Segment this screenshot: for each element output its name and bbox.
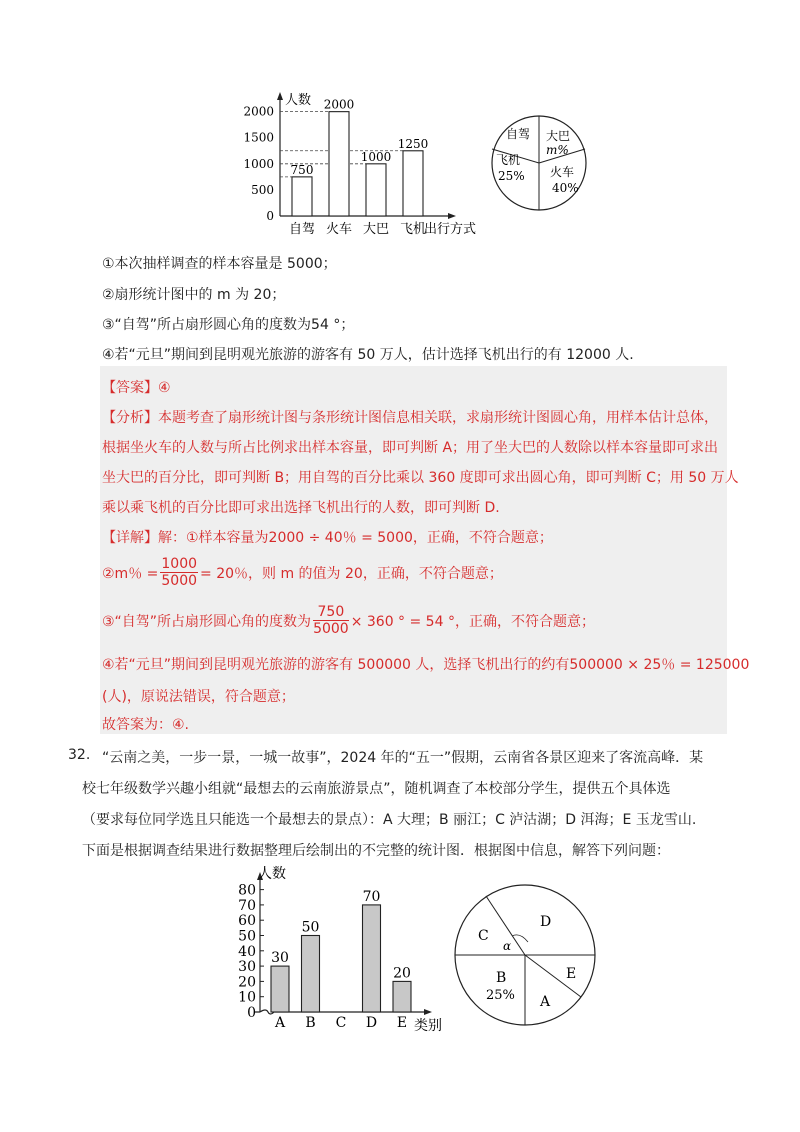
- y-tick-label: 0: [266, 209, 274, 223]
- chart2-pie: [452, 882, 598, 1028]
- analysis-line-4: 乘以乘飞机的百分比即可求出选择飞机出行的人数，即可判断 D.: [102, 500, 500, 516]
- detail-4a: ④若“元旦”期间到昆明观光旅游的游客有 500000 人，选择飞机出行的约有500000 × 25％ = 125000: [102, 657, 750, 673]
- fraction-numerator: 750: [313, 604, 349, 621]
- question-line-3: （要求每位同学选且只能选一个最想去的景点）：A 大理；B 丽江；C 泸沽湖；D 洱海；E 玉龙雪山.: [82, 812, 697, 828]
- bar: [393, 981, 411, 1012]
- x-tick-label: B: [305, 1015, 316, 1031]
- x-tick-label: 飞机: [399, 222, 427, 237]
- pie-label-huoche-pct: 40%: [552, 181, 579, 195]
- y-tick-label: 30: [238, 959, 256, 976]
- statement-4: ④若“元旦”期间到昆明观光旅游的游客有 50 万人，估计选择飞机出行的有 12000 人.: [102, 347, 634, 363]
- bar-value-label: 50: [301, 919, 320, 936]
- x-axis-arrow: [448, 213, 456, 219]
- analysis-line-1: 【分析】本题考查了扇形统计图与条形统计图信息相关联，求扇形统计图圆心角，用样本估计总体，: [102, 410, 718, 426]
- answer-line: 【答案】④: [102, 380, 171, 396]
- chart2-ylabel: 人数: [258, 866, 286, 882]
- detail-2-fraction: [160, 556, 198, 589]
- detail-3-fraction: [313, 604, 349, 637]
- y-tick-label: 10: [238, 989, 256, 1006]
- detail-3-post: × 360 ° = 54 °，正确，不符合题意；: [350, 613, 595, 630]
- statement-2: ②扇形统计图中的 m 为 20；: [102, 287, 286, 303]
- question-line-2: 校七年级数学兴趣小组就“最想去的云南旅游景点”，随机调查了本校部分学生，提供五个具体选: [82, 781, 671, 797]
- x-tick-label: D: [365, 1015, 378, 1031]
- chart1-ylabel: 人数: [285, 93, 312, 108]
- x-tick-label: 火车: [325, 222, 353, 237]
- bar-value-label: 30: [271, 950, 289, 967]
- pie-label-e: E: [566, 966, 577, 982]
- fraction-denominator: 5000: [313, 621, 349, 637]
- pie-label-a: A: [540, 994, 551, 1010]
- x-axis-arrow: [424, 1009, 432, 1015]
- chart1-xlabel: 出行方式: [424, 222, 477, 237]
- chart2-bar: [228, 864, 458, 1032]
- detail-2-pre: ②m％ =: [102, 565, 159, 582]
- y-tick-label: 1500: [243, 130, 274, 145]
- bar: [403, 151, 423, 216]
- detail-2: [102, 556, 503, 589]
- pie-label-zijia: 自驾: [506, 127, 531, 141]
- chart2-xlabel: 类别: [414, 1018, 442, 1032]
- y-tick-label: 70: [238, 897, 256, 914]
- y-tick-label: 500: [251, 182, 274, 197]
- statement-3: ③“自驾”所占扇形圆心角的度数为54 °；: [102, 317, 355, 333]
- x-tick-label: 自驾: [288, 222, 316, 237]
- y-tick-label: 20: [238, 974, 256, 991]
- analysis-line-2: 根据坐火车的人数与所占比例求出样本容量，即可判断 A；用了坐大巴的人数除以样本容量即可求出: [102, 440, 719, 456]
- y-tick-label: 0: [247, 1005, 256, 1021]
- y-tick-label: 2000: [243, 104, 274, 119]
- chart1-pie: [484, 112, 596, 216]
- bar-value-label: 750: [290, 162, 314, 177]
- y-axis-arrow: [277, 92, 283, 100]
- y-tick-label: 50: [238, 928, 256, 945]
- detail-1: 【详解】解：①样本容量为2000 ÷ 40％ = 5000，正确，不符合题意；: [102, 530, 553, 546]
- fraction-numerator: 1000: [161, 556, 198, 572]
- pie-label-feiji-pct: 25%: [498, 169, 525, 183]
- bar: [329, 112, 349, 216]
- question-number: 32.: [68, 747, 91, 763]
- pie-label-b: B: [496, 970, 507, 986]
- pie-label-feiji: 飞机: [496, 153, 521, 167]
- detail-3: [102, 604, 595, 637]
- bar: [292, 177, 312, 216]
- bar-value-label: 70: [362, 888, 381, 905]
- detail-2-post: = 20％，则 m 的值为 20，正确，不符合题意；: [200, 565, 503, 582]
- question-line-1: “云南之美，一步一景，一城一故事”，2024 年的“五一”假期，云南省各景区迎来了客流高峰．某: [102, 750, 704, 766]
- final-answer: 故答案为：④.: [102, 717, 190, 733]
- y-tick-label: 40: [238, 943, 256, 960]
- bar-value-label: 20: [393, 965, 411, 982]
- bar: [363, 905, 381, 1012]
- bar-value-label: 2000: [323, 97, 355, 112]
- pie-label-m: m%: [546, 143, 569, 157]
- y-tick-label: 1000: [243, 156, 274, 171]
- bar-value-label: 1250: [397, 136, 429, 151]
- detail-4b: (人)，原说法错误，符合题意；: [102, 689, 295, 705]
- x-tick-label: A: [274, 1015, 286, 1031]
- fraction-denominator: 5000: [161, 573, 198, 589]
- x-tick-label: E: [396, 1015, 408, 1031]
- y-tick-label: 60: [238, 913, 256, 930]
- analysis-line-3: 坐大巴的百分比，即可判断 B；用自驾的百分比乘以 360 度即可求出圆心角，即可判断 C；用 50 万人: [102, 470, 739, 486]
- pie-label-huoche: 火车: [550, 165, 575, 179]
- x-tick-label: C: [335, 1015, 347, 1031]
- question-line-4: 下面是根据调查结果进行数据整理后绘制出的不完整的统计图．根据图中信息，解答下列问题：: [82, 843, 670, 859]
- pie-label-d: D: [540, 914, 552, 930]
- pie-label-alpha: α: [503, 939, 512, 953]
- chart1-bar: [240, 88, 490, 240]
- y-tick-label: 80: [238, 882, 256, 899]
- pie-label-daba: 大巴: [546, 129, 571, 143]
- bar: [271, 966, 289, 1012]
- x-tick-label: 大巴: [362, 222, 390, 237]
- bar: [366, 164, 386, 216]
- bar-value-label: 1000: [360, 149, 392, 164]
- pie-label-c: C: [478, 928, 489, 944]
- bar: [302, 936, 320, 1013]
- statement-1: ①本次抽样调查的样本容量是 5000；: [102, 256, 337, 272]
- detail-3-pre: ③“自驾”所占扇形圆心角的度数为: [102, 613, 312, 630]
- pie-label-b-pct: 25%: [486, 988, 515, 1003]
